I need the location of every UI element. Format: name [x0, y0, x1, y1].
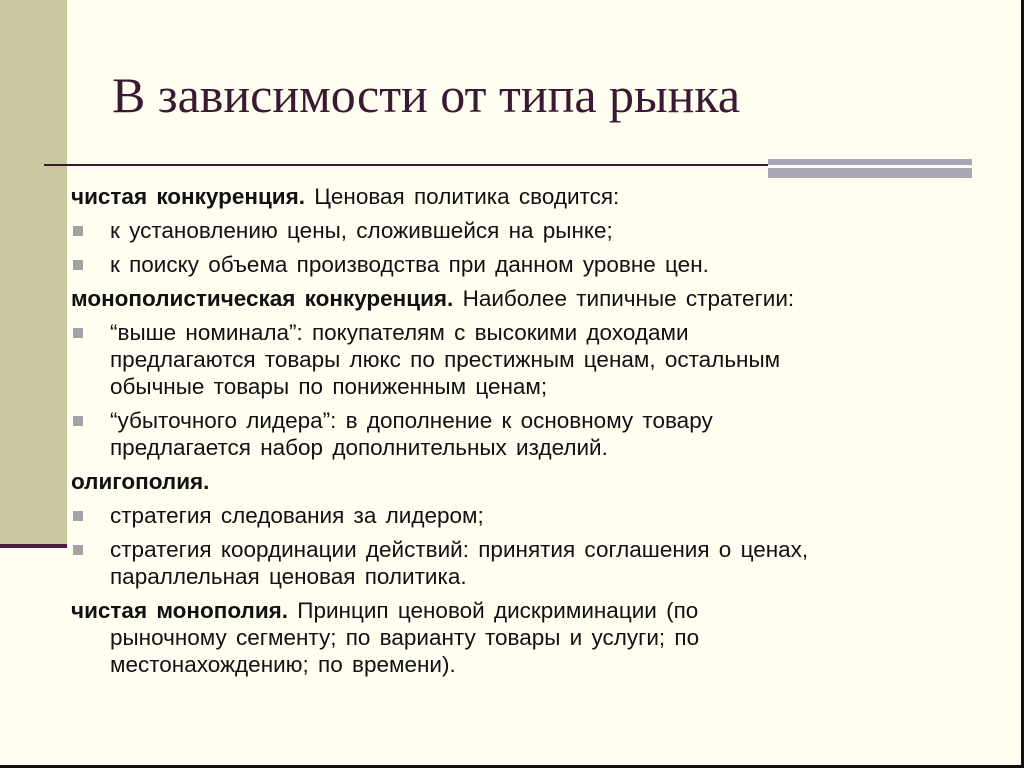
- list-item-line: предлагаются товары люкс по престижным ценам, остальным: [110, 347, 781, 372]
- list-item-line: “убыточного лидера”: в дополнение к основному товару: [110, 408, 713, 433]
- list-item: [71, 407, 991, 461]
- square-bullet-icon: [73, 416, 83, 426]
- square-bullet-icon: [73, 260, 83, 270]
- section-heading-oligopoly: [71, 468, 991, 495]
- square-bullet-icon: [73, 328, 83, 338]
- section-heading-pure-monopoly: [71, 597, 991, 624]
- list-item-text: стратегия следования за лидером;: [110, 503, 484, 528]
- section-term: монополистическая конкуренция.: [71, 286, 454, 311]
- list-item-line: предлагается набор дополнительных изделий.: [110, 435, 608, 460]
- list-item-text: к поиску объема производства при данном уровне цен.: [110, 252, 709, 277]
- section-text: Ценовая политика сводится:: [305, 184, 620, 209]
- section-continuation: [71, 624, 991, 678]
- section-term: чистая конкуренция.: [71, 184, 305, 209]
- list-item: [71, 217, 991, 244]
- square-bullet-icon: [73, 511, 83, 521]
- section-term: чистая монополия.: [71, 598, 289, 623]
- list-item-line: стратегия координации действий: принятия соглашения о ценах,: [110, 537, 809, 562]
- continuation-line: местонахождению; по времени).: [110, 652, 456, 677]
- list-item-line: параллельная ценовая политика.: [110, 564, 467, 589]
- section-text: Принцип ценовой дискриминации (по: [288, 598, 699, 623]
- section-text: Наиболее типичные стратегии:: [453, 286, 795, 311]
- list-item: [71, 319, 991, 400]
- square-bullet-icon: [73, 226, 83, 236]
- list-item-line: обычные товары по пониженным ценам;: [110, 374, 548, 399]
- section-heading-pure-competition: [71, 183, 991, 210]
- left-decorative-band: [0, 0, 67, 548]
- slide-title: В зависимости от типа рынка: [112, 67, 741, 123]
- section-heading-monopolistic-competition: [71, 285, 991, 312]
- square-bullet-icon: [73, 545, 83, 555]
- title-accent-bar: [768, 159, 972, 178]
- slide-body: [71, 183, 991, 678]
- continuation-line: рыночному сегменту; по варианту товары и услуги; по: [110, 625, 700, 650]
- section-term: олигополия.: [71, 469, 210, 494]
- list-item: [71, 536, 991, 590]
- list-item-line: “выше номинала”: покупателям с высокими доходами: [110, 320, 689, 345]
- list-item: [71, 251, 991, 278]
- left-accent-line: [0, 544, 67, 548]
- title-accent-bar-gap: [768, 165, 972, 168]
- list-item-text: к установлению цены, сложившейся на рынке;: [110, 218, 613, 243]
- list-item: [71, 502, 991, 529]
